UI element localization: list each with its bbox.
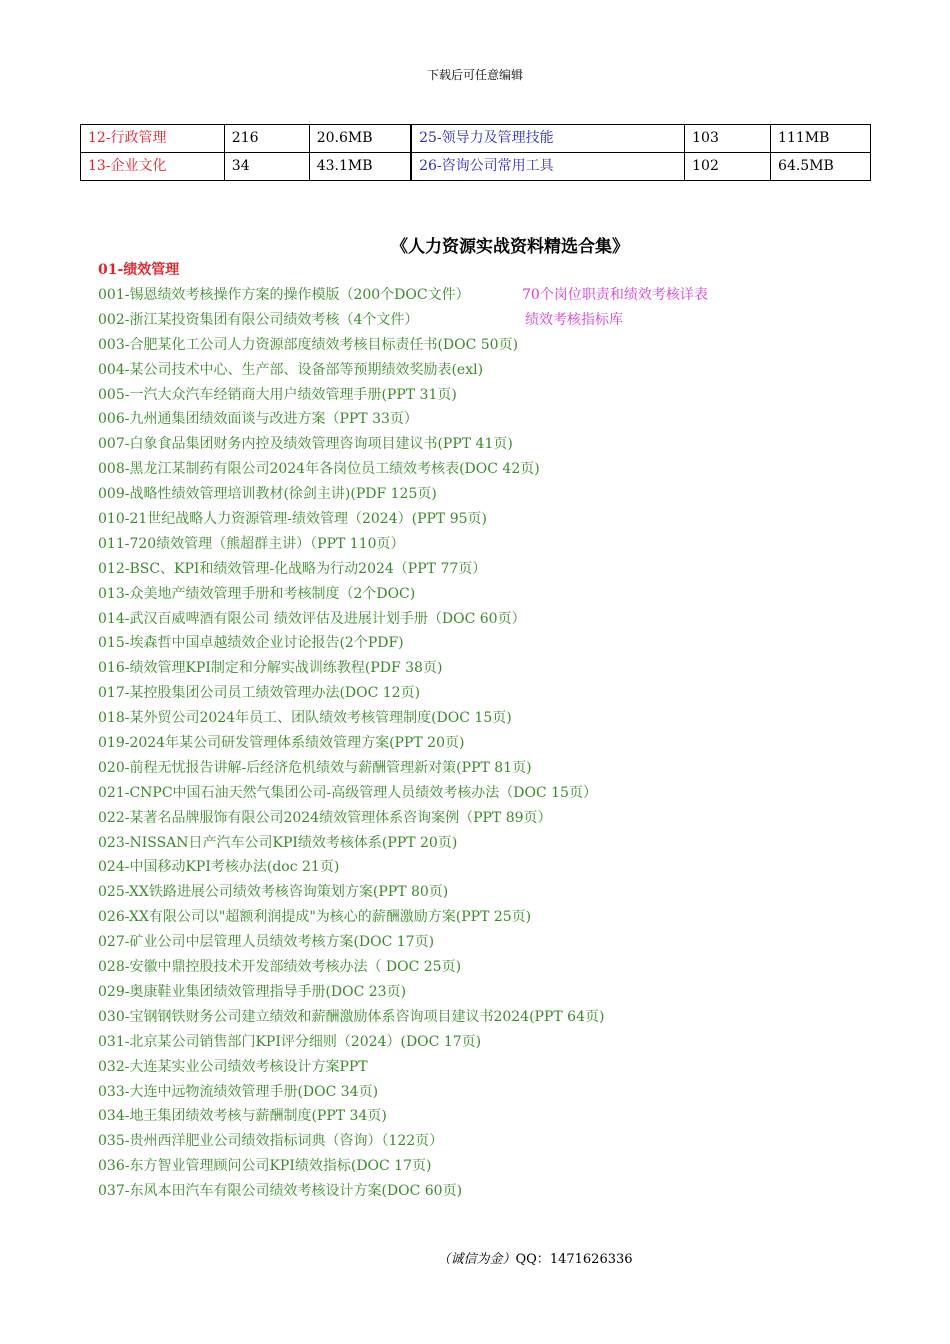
file-count: 102: [685, 153, 771, 181]
category-label: 13-企业文化: [81, 153, 225, 181]
list-item: 025-XX铁路进展公司绩效考核咨询策划方案(PPT 80页): [98, 884, 449, 901]
list-item: 030-宝钢钢铁财务公司建立绩效和薪酬激励体系咨询项目建议书2024(PPT 64页): [98, 1008, 605, 1025]
list-item: 008-黑龙江某制药有限公司2024年各岗位员工绩效考核表(DOC 42页): [98, 461, 540, 478]
list-item: 029-奥康鞋业集团绩效管理指导手册(DOC 23页): [98, 983, 407, 1000]
category-label: 26-咨询公司常用工具: [411, 153, 685, 181]
list-item: 017-某控股集团公司员工绩效管理办法(DOC 12页): [98, 685, 421, 702]
footer-qq-number: 1471626336: [549, 1252, 633, 1267]
list-item: 016-绩效管理KPI制定和分解实战训练教程(PDF 38页): [98, 660, 443, 677]
list-item: 013-众美地产绩效管理手册和考核制度（2个DOC): [98, 585, 416, 602]
list-item: 014-武汉百威啤酒有限公司 绩效评估及进展计划手册（DOC 60页）: [98, 610, 526, 627]
page-footer: [0, 1248, 950, 1267]
document-title: 《人力资源实战资料精选合集》: [391, 237, 629, 257]
side-note: 70个岗位职责和绩效考核详表: [522, 287, 708, 303]
category-table: [80, 124, 871, 181]
list-item: 028-安徽中鼎控股技术开发部绩效考核办法（ DOC 25页): [98, 959, 462, 976]
list-item: 002-浙江某投资集团有限公司绩效考核（4个文件）: [98, 311, 419, 328]
list-item: 024-中国移动KPI考核办法(doc 21页): [98, 859, 340, 876]
list-item: 036-东方智业管理顾问公司KPI绩效指标(DOC 17页): [98, 1158, 432, 1175]
list-item: 019-2024年某公司研发管理体系绩效管理方案(PPT 20页): [98, 735, 465, 752]
page-header: 下载后可任意编辑: [426, 68, 523, 82]
side-note: 绩效考核指标库: [525, 312, 623, 328]
file-size: 64.5MB: [771, 153, 871, 181]
file-size: 43.1MB: [309, 153, 411, 181]
list-item: 015-埃森哲中国卓越绩效企业讨论报告(2个PDF): [98, 635, 404, 652]
list-item: 032-大连某实业公司绩效考核设计方案PPT: [98, 1058, 368, 1075]
list-item: 021-CNPC中国石油天然气集团公司-高级管理人员绩效考核办法（DOC 15页）: [98, 784, 597, 801]
footer-qq-label: QQ：: [515, 1252, 550, 1267]
list-item: 011-720绩效管理（熊超群主讲）（PPT 110页）: [98, 535, 405, 552]
list-item: 012-BSC、KPI和绩效管理-化战略为行动2024（PPT 77页）: [98, 560, 487, 577]
list-item: 001-锡恩绩效考核操作方案的操作模版（200个DOC文件）: [98, 287, 470, 303]
footer-slogan: （诚信为金）: [437, 1252, 516, 1267]
list-item: 005-一汽大众汽车经销商大用户绩效管理手册(PPT 31页): [98, 386, 457, 403]
list-item: 023-NISSAN日产汽车公司KPI绩效考核体系(PPT 20页): [98, 834, 458, 851]
section-heading: 01-绩效管理: [98, 262, 180, 278]
list-item: 003-合肥某化工公司人力资源部度绩效考核目标责任书(DOC 50页): [98, 336, 519, 353]
category-label: 12-行政管理: [81, 125, 225, 153]
list-item: 007-白象食品集团财务内控及绩效管理咨询项目建议书(PPT 41页): [98, 436, 513, 453]
file-count: 103: [685, 125, 771, 153]
list-item: 010-21世纪战略人力资源管理-绩效管理（2024）(PPT 95页): [98, 511, 487, 528]
list-item: 026-XX有限公司以"超额利润提成"为核心的薪酬激励方案(PPT 25页): [98, 909, 532, 926]
list-item: 006-九州通集团绩效面谈与改进方案（PPT 33页）: [98, 411, 418, 428]
table-row: [81, 153, 871, 181]
list-item: 020-前程无忧报告讲解-后经济危机绩效与薪酬管理新对策(PPT 81页): [98, 759, 532, 776]
file-count: 34: [224, 153, 309, 181]
resource-list: [98, 283, 604, 1204]
list-item: 022-某著名品牌服饰有限公司2024绩效管理体系咨询案例（PPT 89页）: [98, 809, 552, 826]
list-item: 033-大连中远物流绩效管理手册(DOC 34页): [98, 1083, 379, 1100]
list-item: 034-地王集团绩效考核与薪酬制度(PPT 34页): [98, 1108, 387, 1125]
list-item: 037-东风本田汽车有限公司绩效考核设计方案(DOC 60页): [98, 1183, 463, 1200]
file-size: 111MB: [771, 125, 871, 153]
list-item: 004-某公司技术中心、生产部、设备部等预期绩效奖励表(exl): [98, 361, 484, 378]
list-item: 018-某外贸公司2024年员工、团队绩效考核管理制度(DOC 15页): [98, 710, 512, 727]
list-item: 027-矿业公司中层管理人员绩效考核方案(DOC 17页): [98, 934, 435, 951]
list-item: 009-战略性绩效管理培训教材(徐剑主讲)(PDF 125页): [98, 486, 437, 503]
category-label: 25-领导力及管理技能: [411, 125, 685, 153]
table-row: [81, 125, 871, 153]
list-item: 035-贵州西洋肥业公司绩效指标词典（咨询）（122页）: [98, 1133, 444, 1150]
file-size: 20.6MB: [309, 125, 411, 153]
file-count: 216: [224, 125, 309, 153]
list-item: 031-北京某公司销售部门KPI评分细则（2024）(DOC 17页): [98, 1033, 482, 1050]
